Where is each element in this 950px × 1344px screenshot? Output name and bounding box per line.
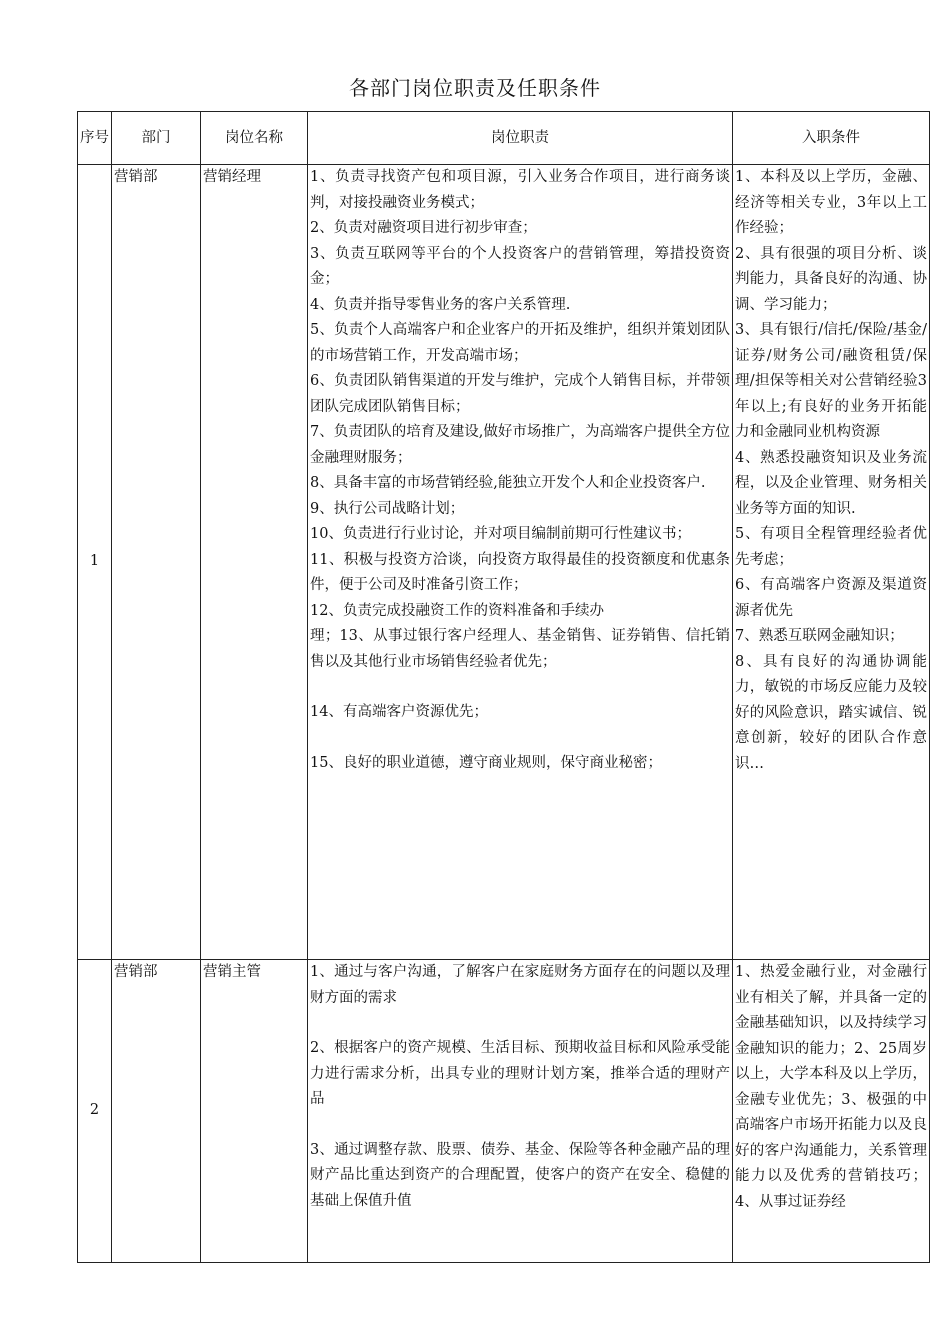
duty-item: 15、良好的职业道德，遵守商业规则，保守商业秘密；	[310, 754, 662, 771]
duty-item: 3、通过调整存款、股票、债券、基金、保险等各种金融产品的理财产品比重达到资产的合理配置，使客户的资产在安全、稳健的基础上保值升值	[310, 1141, 730, 1209]
dept-cell: 营销部	[112, 165, 201, 960]
duty-item: 2、负责对融资项目进行初步审查；	[310, 220, 537, 236]
duty-item: 7、负责团队的培育及建设,做好市场推广，为高端客户提供全方位金融理财服务；	[310, 424, 730, 466]
requirement-item: 7、熟悉互联网金融知识；	[735, 628, 904, 644]
requirement-item: 1、热爱金融行业，对金融行业有相关了解，并具备一定的金融基础知识，以及持续学习金融知识的能力；2、25周岁以上，大学本科及以上学历，金融专业优先；3、极强的中高端客户市场开拓能力以及良好的客户沟通能力，关系管理能力以及优秀的营销技巧；4、从事过证券经	[735, 964, 927, 1210]
duty-item: 2、根据客户的资产规模、生活目标、预期收益目标和风险承受能力进行需求分析，出具专业的理财计划方案，推举合适的理财产品	[310, 1040, 730, 1107]
header-requirements: 入职条件	[733, 112, 930, 165]
header-position: 岗位名称	[201, 112, 308, 165]
duty-item: 12、负责完成投融资工作的资料准备和手续办	[310, 602, 604, 619]
header-seq: 序号	[78, 112, 112, 165]
duty-item: 3、负责互联网等平台的个人投资客户的营销管理，筹措投资资金；	[310, 245, 730, 287]
position-cell: 营销经理	[201, 165, 308, 960]
duty-item: 5、负责个人高端客户和企业客户的开拓及维护，组织并策划团队的市场营销工作，开发高端市场；	[310, 322, 730, 364]
duty-item: 14、有高端客户资源优先；	[310, 704, 488, 720]
position-cell: 营销主管	[201, 960, 308, 1263]
seq-cell: 1	[78, 165, 112, 960]
duty-item: 9、执行公司战略计划；	[310, 500, 465, 517]
requirements-cell	[733, 960, 930, 1263]
header-row	[78, 112, 930, 165]
duty-item: 1、通过与客户沟通，了解客户在家庭财务方面存在的问题以及理财方面的需求	[310, 964, 730, 1006]
requirement-item: 4、熟悉投融资知识及业务流程，以及企业管理、财务相关业务等方面的知识.	[735, 449, 927, 517]
duty-item: 10、负责进行行业讨论，并对项目编制前期可行性建议书；	[310, 526, 691, 542]
requirement-item: 5、有项目全程管理经验者优先考虑；	[735, 526, 927, 568]
duty-item: 理；13、从事过银行客户经理人、基金销售、证券销售、信托销售以及其他行业市场销售经验者优先；	[310, 628, 730, 670]
duty-item: 8、具备丰富的市场营销经验,能独立开发个人和企业投资客户.	[310, 475, 706, 491]
requirement-item: 1、本科及以上学历，金融、经济等相关专业，3年以上工作经验；	[735, 169, 927, 236]
header-dept: 部门	[112, 112, 201, 165]
requirement-item: 6、有高端客户资源及渠道资源者优先	[735, 577, 927, 619]
table-row	[78, 165, 930, 960]
requirement-item: 3、具有银行/信托/保险/基金/证券/财务公司/融资租赁/保理/担保等相关对公营销经验3年以上;有良好的业务开拓能力和金融同业机构资源	[735, 322, 927, 440]
duty-item: 6、负责团队销售渠道的开发与维护，完成个人销售目标，并带领团队完成团队销售目标；	[310, 373, 730, 415]
seq-cell: 2	[78, 960, 112, 1263]
duty-item: 1、负责寻找资产包和项目源，引入业务合作项目，进行商务谈判，对接投融资业务模式；	[310, 169, 730, 211]
header-duties: 岗位职责	[308, 112, 733, 165]
table-row	[78, 960, 930, 1263]
positions-table	[77, 111, 930, 1263]
duties-cell	[308, 165, 733, 960]
dept-cell: 营销部	[112, 960, 201, 1263]
requirements-cell	[733, 165, 930, 960]
page-title: 各部门岗位职责及任职条件	[349, 76, 601, 100]
duties-cell	[308, 960, 733, 1263]
duty-item: 11、积极与投资方洽谈，向投资方取得最佳的投资额度和优惠条件，便于公司及时准备引资工作；	[310, 551, 730, 593]
requirement-item: 8、具有良好的沟通协调能力，敏锐的市场反应能力及较好的风险意识，踏实诚信、锐意创新，较好的团队合作意识…	[735, 653, 927, 772]
requirement-item: 2、具有很强的项目分析、谈判能力，具备良好的沟通、协调、学习能力；	[735, 245, 927, 313]
duty-item: 4、负责并指导零售业务的客户关系管理.	[310, 296, 571, 313]
